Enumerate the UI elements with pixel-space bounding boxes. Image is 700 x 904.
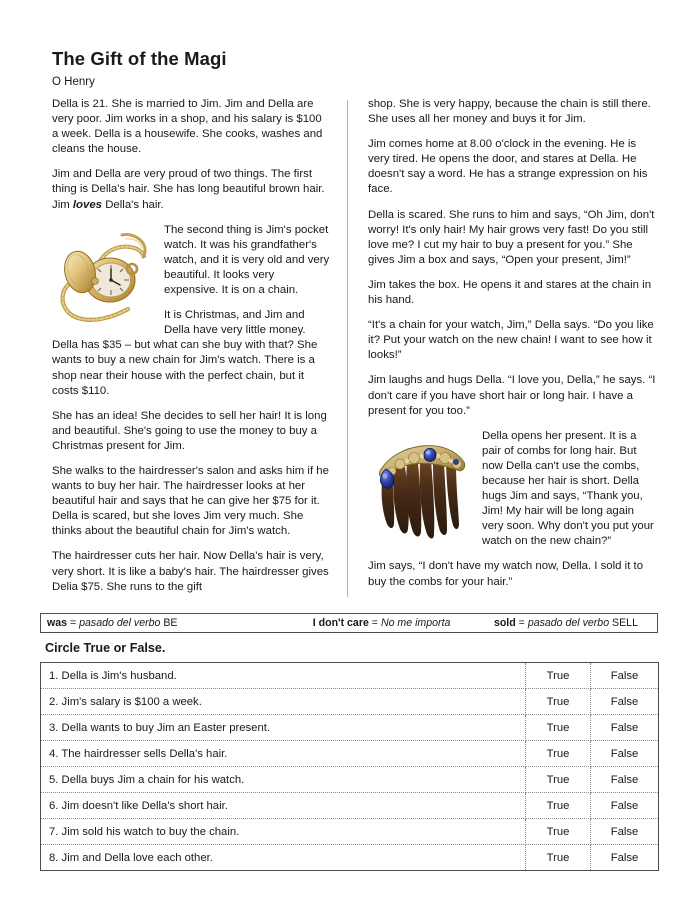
option-false[interactable]: False [591,845,659,871]
option-false[interactable]: False [591,741,659,767]
vocab-translation: pasado del verbo [79,617,161,629]
hair-comb-icon [370,431,474,553]
question-text: 3. Della wants to buy Jim an Easter present. [41,715,526,741]
paragraph: She walks to the hairdresser's salon and asks him if he wants to buy her hair. The hairdresser looks at her beautiful hair and says that he can give her $75 for it. Della is scared, but she loves Jim very much. She thinks about the beautiful chain for Jim's watch. [52,464,329,538]
option-false[interactable]: False [591,689,659,715]
table-row [41,793,659,819]
option-true[interactable]: True [526,767,591,793]
paragraph: shop. She is very happy, because the chain is still there. She uses all her money and buys it for Jim. [368,98,651,126]
paragraph-text: Della's hair. [102,198,164,211]
vocab-verb: BE [163,617,178,629]
vocab-equals: = [518,617,525,629]
paragraph [52,167,330,212]
question-text: 6. Jim doesn't like Della's short hair. [41,793,526,819]
vocabulary-row [41,614,657,632]
pocket-watch-icon [52,225,156,329]
emphasis-loves: loves [72,198,103,211]
vocab-translation: pasado del verbo [527,617,610,629]
table-row [41,845,659,871]
story-column-left [52,97,330,595]
vocab-term: was [47,617,68,629]
table-row [41,715,659,741]
option-false[interactable]: False [591,819,659,845]
story-column-right [368,97,656,590]
exercise-instruction: Circle True or False. [45,641,166,655]
option-true[interactable]: True [526,741,591,767]
vocab-translation: No me importa [380,617,451,629]
paragraph: Della is scared. She runs to him and says, “Oh Jim, don't worry! It's only hair! My hair grows very fast! Do you still love me? I cut my hair to buy a present for you.” She gives Jim a box and says, “Open your present, Jim!” [368,208,655,266]
vocab-equals: = [69,617,77,629]
table-row [41,689,659,715]
paragraph: Jim comes home at 8.00 o'clock in the evening. He is very tired. He opens the door, and stares at Della. He doesn't say a word. He has a strange expression on his face. [368,138,648,196]
option-false[interactable]: False [591,793,659,819]
paragraph: Jim says, “I don't have my watch now, Della. I sold it to buy the combs for your hair.” [368,560,644,588]
vocab-term: I don't care [312,617,369,629]
paragraph-text: Jim and Della are very proud of two things. The first thing is Della's hair. She has long beautiful brown hair. Jim [52,168,325,211]
option-true[interactable]: True [526,845,591,871]
option-true[interactable]: True [526,819,591,845]
vocab-equals: = [371,617,378,629]
paragraph: Jim takes the box. He opens it and stares at the chain in his hand. [368,278,652,307]
paragraph: She has an idea! She decides to sell her hair! It is long and beautiful. She's going to use the money to buy a Christmas present for Jim. [52,409,327,452]
question-text: 5. Della buys Jim a chain for his watch. [41,767,526,793]
option-false[interactable]: False [591,663,659,689]
question-text: 7. Jim sold his watch to buy the chain. [41,819,526,845]
table-row [41,819,659,845]
question-text: 1. Della is Jim's husband. [41,663,526,689]
paragraph: Della is 21. She is married to Jim. Jim and Della are very poor. Jim works in a shop, and his salary is $100 a week. Della is a housewife. She cooks, washes and cleans the house. [52,98,323,156]
vocab-verb: SELL [612,617,638,629]
option-true[interactable]: True [526,793,591,819]
column-divider [347,100,348,597]
option-true[interactable]: True [526,663,591,689]
option-false[interactable]: False [591,767,659,793]
true-false-table [40,662,659,871]
paragraph: Jim laughs and hugs Della. “I love you, Della,” he says. “I don't care if you have short hair or long hair. I have a present for you too.” [368,374,656,417]
vocabulary-entry-was [47,617,313,629]
vocabulary-entry-sold [494,617,651,629]
paragraph: The hairdresser cuts her hair. Now Della's hair is very, very short. It is like a baby's hair. The hairdresser gives Delia $75. She runs to the gift [52,550,329,593]
option-true[interactable]: True [526,715,591,741]
vocab-term: sold [493,617,516,629]
table-body [41,663,659,871]
paragraph: The second thing is Jim's pocket watch. It was his grandfather's watch, and it is very old and very beautiful. It looks very expensive. It is on a chain. [164,223,330,297]
paragraph: Della opens her present. It is a pair of combs for long hair. But now Della can't use the combs, because her hair is short. Della hugs Jim and says, “Thank you, Jim! My hair will be long again very soon. Why don't you put your watch on the new chain?” [482,429,654,548]
paragraph: It is Christmas, and Jim and Della have very little money. Della has $35 – but what can she buy with that? She wants to buy a new chain for Jim's watch. There is a shop near their house with the perfect chain, but it costs $110. [52,309,318,397]
table-row [41,663,659,689]
table-row [41,767,659,793]
table-row [41,741,659,767]
question-text: 4. The hairdresser sells Della's hair. [41,741,526,767]
paragraph: “It's a chain for your watch, Jim,” Della says. “Do you like it? Put your watch on the new chain! I want to see how it looks!” [368,319,654,362]
vocabulary-entry-i-dont-care [313,617,494,629]
option-true[interactable]: True [526,689,591,715]
option-false[interactable]: False [591,715,659,741]
question-text: 8. Jim and Della love each other. [41,845,526,871]
question-text: 2. Jim's salary is $100 a week. [41,689,526,715]
author-byline: O Henry [52,76,95,88]
page-title: The Gift of the Magi [52,48,227,69]
vocabulary-box [40,613,658,633]
